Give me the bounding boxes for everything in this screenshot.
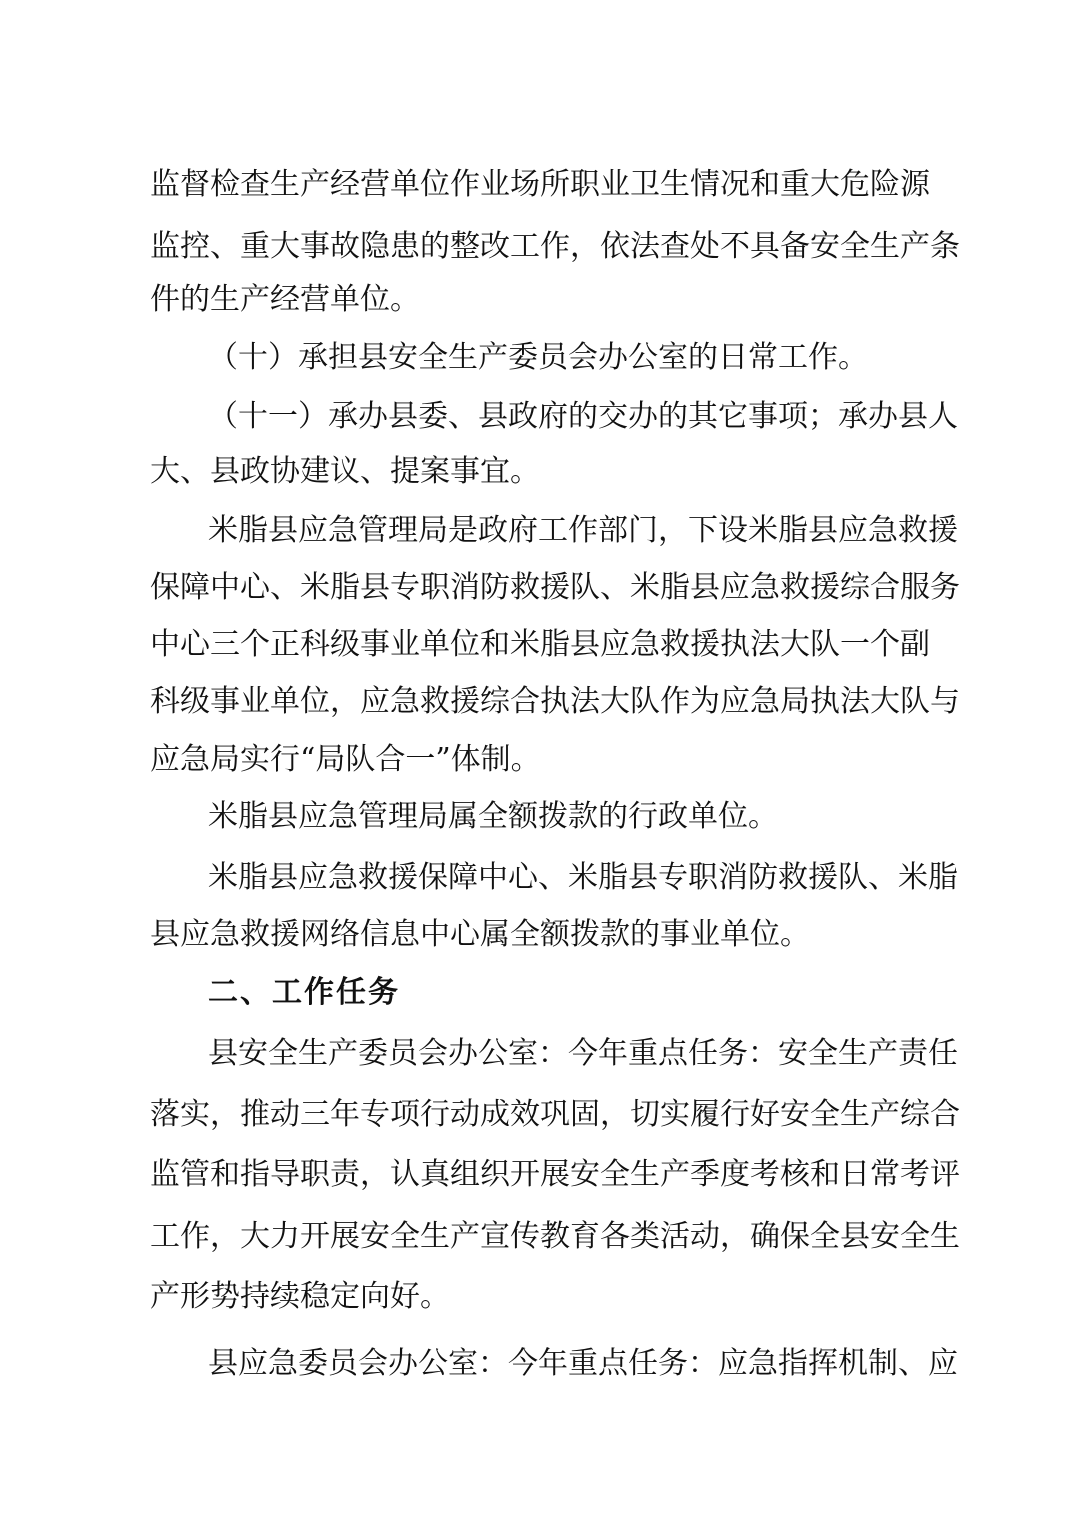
text-line: 监控、重大事故隐患的整改工作，依法查处不具备安全生产条 (150, 229, 960, 264)
text-line: 县应急委员会办公室：今年重点任务：应急指挥机制、应 (208, 1346, 958, 1381)
text-line: 保障中心、米脂县专职消防救援队、米脂县应急救援综合服务 (150, 570, 960, 605)
text-line: 件的生产经营单位。 (150, 282, 420, 317)
text-line: 产形势持续稳定向好。 (150, 1279, 450, 1314)
text-line: 米脂县应急救援保障中心、米脂县专职消防救援队、米脂 (208, 860, 958, 895)
text-line: 中心三个正科级事业单位和米脂县应急救援执法大队一个副 (150, 627, 930, 662)
text-line: 工作，大力开展安全生产宣传教育各类活动，确保全县安全生 (150, 1219, 960, 1254)
text-line: 科级事业单位，应急救援综合执法大队作为应急局执法大队与 (150, 684, 960, 719)
text-line: 大、县政协建议、提案事宜。 (150, 454, 540, 489)
text-line: 县安全生产委员会办公室：今年重点任务：安全生产责任 (208, 1036, 958, 1071)
section-heading: 二、工作任务 (208, 975, 400, 1010)
text-line: （十一）承办县委、县政府的交办的其它事项；承办县人 (208, 399, 958, 434)
text-line: 米脂县应急管理局是政府工作部门，下设米脂县应急救援 (208, 513, 958, 548)
text-line: 县应急救援网络信息中心属全额拨款的事业单位。 (150, 917, 810, 952)
text-line: 监管和指导职责，认真组织开展安全生产季度考核和日常考评 (150, 1157, 960, 1192)
text-line: 应急局实行“局队合一”体制。 (150, 742, 541, 777)
text-line: 落实，推动三年专项行动成效巩固，切实履行好安全生产综合 (150, 1097, 960, 1132)
text-line: 米脂县应急管理局属全额拨款的行政单位。 (208, 799, 778, 834)
text-line: （十）承担县安全生产委员会办公室的日常工作。 (208, 340, 868, 375)
text-line: 监督检查生产经营单位作业场所职业卫生情况和重大危险源 (150, 167, 930, 202)
